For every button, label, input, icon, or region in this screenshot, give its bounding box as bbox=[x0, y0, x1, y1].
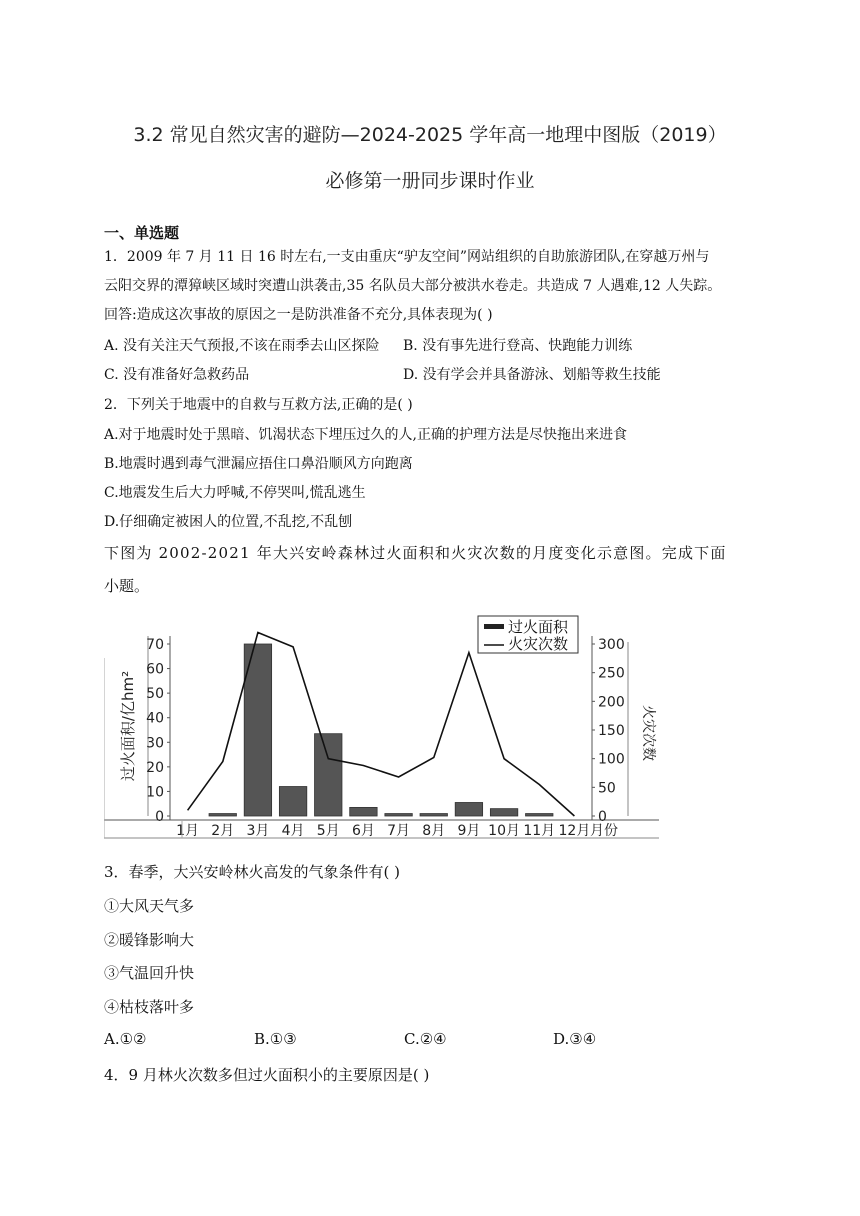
x-tick-label: 9月 bbox=[457, 823, 481, 839]
x-tick-label: 1月 bbox=[176, 823, 200, 839]
q3-item-2: ②暖锋影响大 bbox=[104, 931, 195, 949]
x-tick-label: 6月 bbox=[351, 823, 375, 839]
y-left-tick-label: 70 bbox=[146, 637, 164, 653]
y-right-tick-label: 150 bbox=[598, 723, 625, 739]
x-tick-label: 5月 bbox=[316, 823, 340, 839]
q3-option-d: D.③④ bbox=[553, 1030, 597, 1048]
document-title-line2: 必修第一册同步课时作业 bbox=[325, 170, 535, 192]
x-tick-label: 3月 bbox=[246, 823, 270, 839]
x-tick-label: 11月 bbox=[523, 823, 556, 839]
q2-option-c: C.地震发生后大力呼喊,不停哭叫,慌乱逃生 bbox=[104, 485, 366, 501]
y-left-tick-label: 0 bbox=[155, 809, 164, 825]
q3-item-1: ①大风天气多 bbox=[104, 897, 195, 915]
x-tick-label: 8月 bbox=[422, 823, 446, 839]
bar-9月 bbox=[455, 802, 482, 816]
y-left-tick-label: 50 bbox=[146, 686, 164, 703]
q3-option-a: A.①② bbox=[104, 1030, 147, 1048]
bar-11月 bbox=[526, 814, 553, 816]
y-left-tick-label: 30 bbox=[146, 735, 164, 752]
q1-option-c: C. 没有准备好急救药品 bbox=[104, 367, 250, 383]
x-tick-label: 7月 bbox=[387, 823, 411, 839]
bar-2月 bbox=[209, 814, 236, 816]
q4-stem: 4．9 月林火次数多但过火面积小的主要原因是( ) bbox=[104, 1066, 430, 1084]
q2-option-a: A.对于地震时处于黑暗、饥渴状态下埋压过久的人,正确的护理方法是尽快拖出来进食 bbox=[104, 427, 628, 443]
q1-stem-line3: 回答:造成这次事故的原因之一是防洪准备不充分,具体表现为( ) bbox=[104, 307, 493, 323]
y-right-tick-label: 100 bbox=[598, 751, 625, 768]
q1-option-a: A. 没有关注天气预报,不该在雨季去山区探险 bbox=[104, 338, 380, 354]
q3-item-4: ④枯枝落叶多 bbox=[104, 998, 195, 1016]
y-left-tick-label: 10 bbox=[146, 784, 164, 801]
q3-stem: 3．春季，大兴安岭林火高发的气象条件有( ) bbox=[104, 863, 401, 881]
bar-6月 bbox=[350, 807, 377, 816]
y-left-tick-label: 20 bbox=[146, 759, 164, 776]
y-right-tick-label: 250 bbox=[598, 665, 625, 682]
bar-10月 bbox=[490, 809, 517, 816]
q3-item-3: ③气温回升快 bbox=[104, 964, 195, 982]
bar-4月 bbox=[279, 787, 306, 816]
y-right-tick-label: 200 bbox=[598, 694, 625, 711]
intro-line2: 小题。 bbox=[104, 577, 150, 595]
y-right-tick-label: 300 bbox=[598, 637, 625, 653]
q3-option-b: B.①③ bbox=[254, 1030, 297, 1048]
bar-7月 bbox=[385, 814, 412, 816]
x-tick-label: 10月 bbox=[488, 823, 520, 839]
intro-line1: 下图为 2002-2021 年大兴安岭森林过火面积和火灾次数的月度变化示意图。完成下面 bbox=[104, 544, 727, 562]
fire-chart bbox=[104, 608, 664, 846]
x-tick-label: 12月 bbox=[558, 823, 591, 839]
document-title-line1: 3.2 常见自然灾害的避防—2024-2025 学年高一地理中图版（2019） bbox=[133, 124, 727, 146]
y-left-tick-label: 60 bbox=[146, 661, 164, 678]
legend-bar-label: 过火面积 bbox=[508, 618, 569, 636]
bar-5月 bbox=[315, 734, 342, 816]
q2-stem: 2．下列关于地震中的自救与互救方法,正确的是( ) bbox=[104, 397, 413, 413]
q1-option-b: B. 没有事先进行登高、快跑能力训练 bbox=[403, 338, 633, 354]
legend-bar-swatch bbox=[484, 624, 504, 629]
legend-line-label: 火灾次数 bbox=[508, 635, 569, 653]
bar-8月 bbox=[420, 814, 447, 816]
x-tick-label: 4月 bbox=[281, 823, 305, 839]
section-heading: 一、单选题 bbox=[104, 224, 180, 242]
q1-option-d: D. 没有学会并具备游泳、划船等救生技能 bbox=[403, 367, 661, 383]
y-axis-left-label: 过火面积/亿hm² bbox=[119, 670, 137, 782]
q1-stem-line2: 云阳交界的潭獐峡区域时突遭山洪袭击,35 名队员大部分被洪水卷走。共造成 7 人遇难,12 人失踪。 bbox=[104, 278, 722, 294]
q1-stem-line1: 1．2009 年 7 月 11 日 16 时左右,一支由重庆“驴友空间”网站组织的自助旅游团队,在穿越万州与 bbox=[104, 249, 710, 265]
x-axis-suffix-label: 月份 bbox=[590, 823, 618, 839]
y-right-tick-label: 50 bbox=[598, 780, 616, 797]
q3-option-c: C.②④ bbox=[404, 1030, 447, 1048]
y-axis-right-label: 火灾次数 bbox=[640, 705, 656, 761]
y-right-tick-label: 0 bbox=[598, 809, 607, 825]
y-left-tick-label: 40 bbox=[146, 710, 164, 727]
q2-option-d: D.仔细确定被困人的位置,不乱挖,不乱刨 bbox=[104, 514, 353, 530]
x-tick-label: 2月 bbox=[211, 823, 235, 839]
q2-option-b: B.地震时遇到毒气泄漏应捂住口鼻沿顺风方向跑离 bbox=[104, 456, 413, 472]
